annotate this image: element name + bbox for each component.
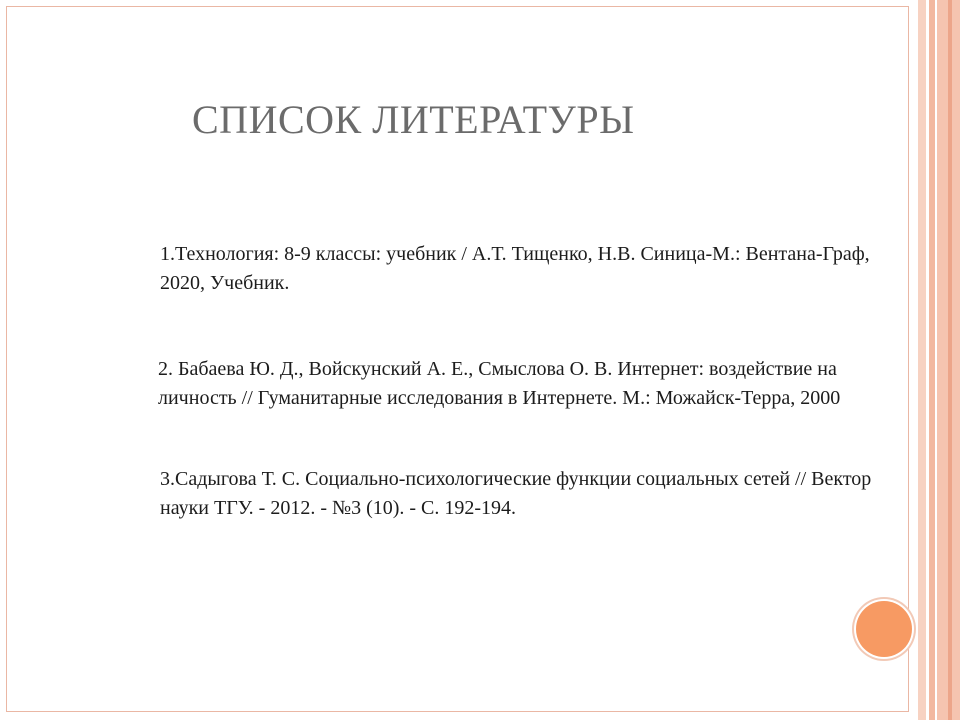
reference-item-1: 1.Технология: 8-9 классы: учебник / А.Т. Тищенко, Н.В. Синица-М.: Вентана-Граф, 2020, Учебник.: [160, 243, 870, 294]
decorative-stripe-4: [948, 0, 952, 720]
decorative-stripe-1: [918, 0, 926, 720]
decorative-stripe-2: [929, 0, 935, 720]
reference-item-2: 2. Бабаева Ю. Д., Войскунский А. Е., Смыслова О. В. Интернет: воздействие на личность // Гуманитарные исследования в Интернете. М.: Можайск-Терра, 2000: [158, 358, 841, 409]
slide-title: СПИСОК ЛИТЕРАТУРЫ: [192, 97, 635, 142]
decorative-circle-icon: [856, 601, 912, 657]
reference-item-3: 3.Садыгова Т. С. Социально-психологические функции социальных сетей // Вектор науки ТГУ. - 2012. - №3 (10). - С. 192-194.: [160, 468, 872, 519]
